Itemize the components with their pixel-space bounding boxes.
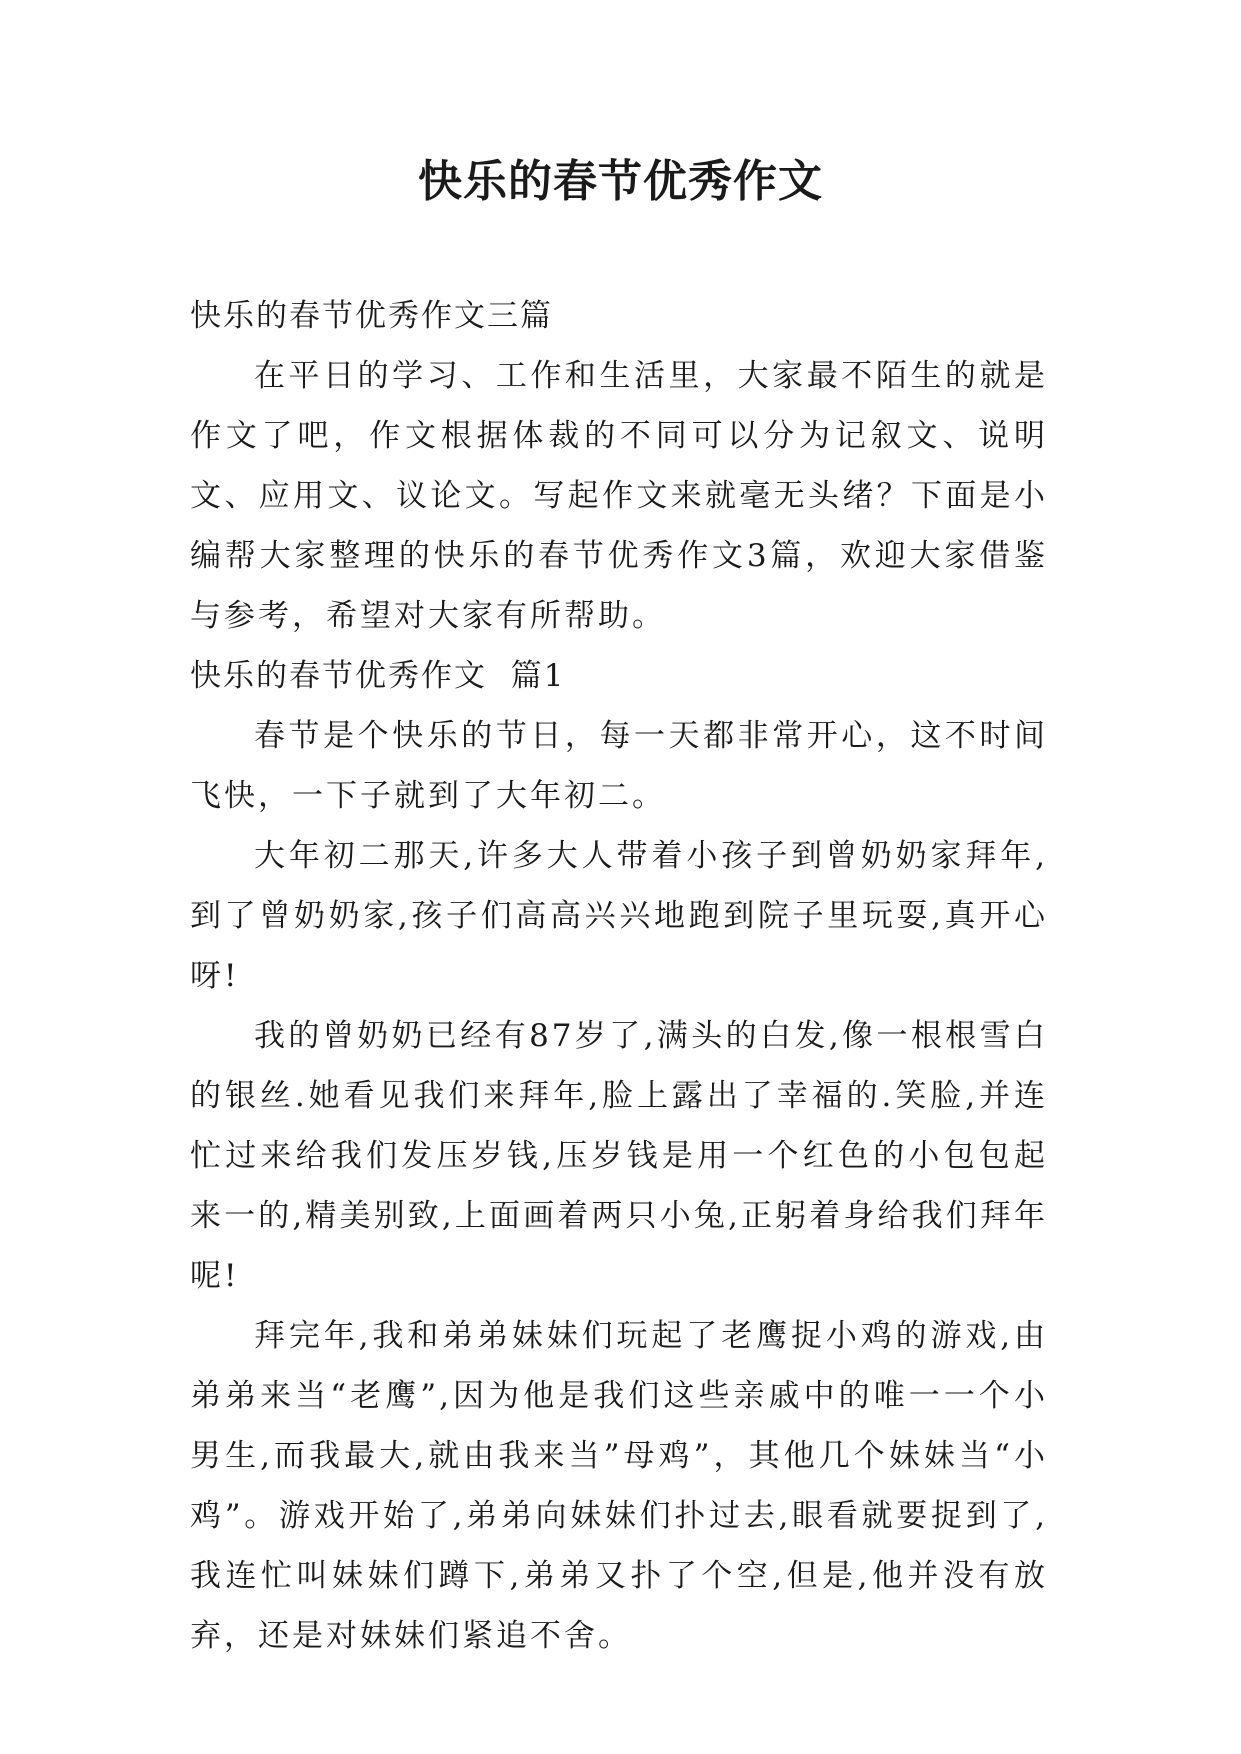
body-paragraph: 我的曾奶奶已经有87岁了,满头的白发,像一根根雪白的银丝.她看见我们来拜年,脸上露出了幸福的.笑脸,并连忙过来给我们发压岁钱,压岁钱是用一个红色的小包包起来一的,精美别致,上面画着两只小兔,正躬着身给我们拜年呢! [190,1018,1048,1294]
body-paragraph: 拜完年,我和弟弟妹妹们玩起了老鹰捉小鸡的游戏,由弟弟来当“老鹰”,因为他是我们这些亲戚中的唯一一个小男生,而我最大,就由我来当”母鸡”，其他几个妹妹当“小鸡”。游戏开始了,弟弟向妹妹们扑过去,眼看就要捉到了,我连忙叫妹妹们蹲下,弟弟又扑了个空,但是,他并没有放弃，还是对妹妹们紧追不舍。 [190,1318,1048,1654]
intro-paragraph: 在平日的学习、工作和生活里，大家最不陌生的就是作文了吧，作文根据体裁的不同可以分为记叙文、说明文、应用文、议论文。写起作文来就毫无头绪？下面是小编帮大家整理的快乐的春节优秀作文3篇，欢迎大家借鉴与参考，希望对大家有所帮助。 [190,358,1048,634]
body-paragraph: 春节是个快乐的节日，每一天都非常开心，这不时间飞快，一下子就到了大年初二。 [190,718,1048,814]
section-heading: 快乐的春节优秀作文 篇1 [190,658,566,694]
body-paragraph: 大年初二那天,许多大人带着小孩子到曾奶奶家拜年,到了曾奶奶家,孩子们高高兴兴地跑到院子里玩耍,真开心呀! [190,838,1048,994]
document-title: 快乐的春节优秀作文 [418,156,823,207]
document-subtitle: 快乐的春节优秀作文三篇 [190,298,553,334]
document-body [190,286,1048,1666]
